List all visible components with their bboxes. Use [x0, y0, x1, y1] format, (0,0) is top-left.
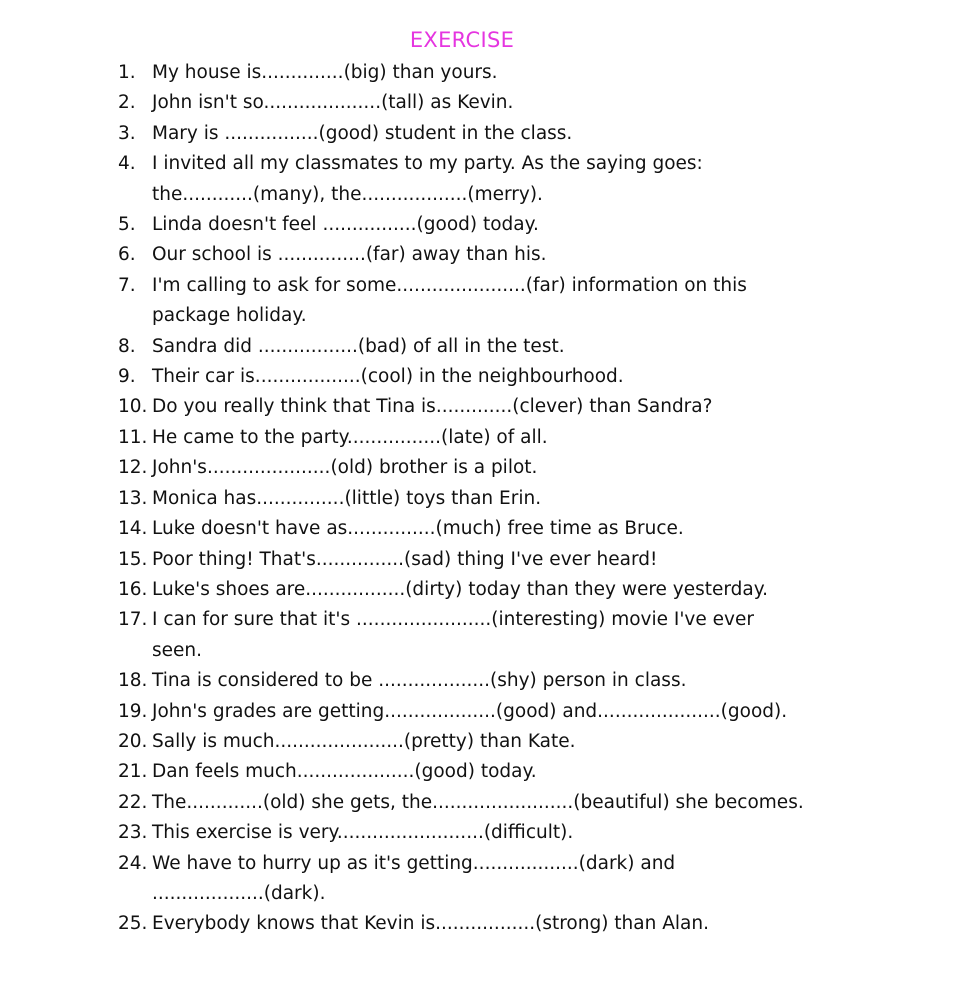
exercise-item	[118, 545, 878, 575]
item-text: Dan feels much....................(good) today.	[152, 761, 537, 783]
item-text: My house is..............(big) than yours.	[152, 62, 498, 83]
item-number: 8.	[118, 335, 136, 357]
exercise-item	[118, 210, 878, 240]
exercise-item	[118, 514, 878, 544]
item-number: 6.	[118, 244, 136, 266]
exercise-item	[118, 849, 878, 910]
item-number: 24.	[118, 852, 148, 874]
item-text: John's grades are getting...................(good) and.....................(good).	[152, 700, 788, 722]
exercise-item	[118, 818, 878, 848]
exercise-item	[118, 271, 878, 332]
item-number: 12.	[118, 457, 148, 479]
exercise-item	[118, 362, 878, 392]
exercise-item	[118, 453, 878, 483]
exercise-item	[118, 666, 878, 696]
item-text: Luke doesn't have as...............(much) free time as Bruce.	[152, 518, 684, 540]
item-number: 14.	[118, 518, 148, 540]
item-text: This exercise is very.........................(difficult).	[152, 822, 574, 844]
exercise-item	[118, 727, 878, 757]
item-text: Sandra did .................(bad) of all in the test.	[152, 335, 565, 357]
item-number: 13.	[118, 487, 148, 509]
item-text: Their car is..................(cool) in the neighbourhood.	[152, 366, 624, 388]
item-number: 23.	[118, 822, 148, 844]
exercise-item	[118, 909, 878, 939]
item-number: 9.	[118, 366, 136, 388]
item-text: Everybody knows that Kevin is.................(strong) than Alan.	[152, 913, 709, 935]
page-title: EXERCISE	[409, 28, 515, 52]
item-text: Monica has...............(little) toys than Erin.	[152, 487, 542, 509]
exercise-item	[118, 332, 878, 362]
item-text-continued: seen.	[152, 639, 203, 661]
exercise-item	[118, 240, 878, 270]
item-number: 17.	[118, 609, 148, 631]
item-text: Luke's shoes are.................(dirty) today than they were yesterday.	[152, 578, 768, 600]
item-number: 5.	[118, 214, 136, 236]
item-text: Mary is ................(good) student in the class.	[152, 122, 573, 144]
exercise-item	[118, 149, 878, 210]
exercise-item	[118, 423, 878, 453]
exercise-item	[118, 88, 878, 118]
item-number: 11.	[118, 426, 148, 448]
item-number: 10.	[118, 396, 148, 418]
item-number: 19.	[118, 700, 148, 722]
item-text: I can for sure that it's .......................(interesting) movie I've ever	[152, 609, 754, 631]
item-text: We have to hurry up as it's getting..................(dark) and	[152, 852, 676, 874]
item-text: Tina is considered to be ...................(shy) person in class.	[152, 670, 687, 692]
exercise-item	[118, 575, 878, 605]
item-text-continued: package holiday.	[152, 305, 307, 327]
item-text: John isn't so....................(tall) as Kevin.	[152, 92, 514, 114]
item-number: 1.	[118, 62, 136, 83]
exercise-list	[118, 58, 878, 940]
item-text: I'm calling to ask for some......................(far) information on this	[152, 274, 747, 296]
item-text: Poor thing! That's...............(sad) thing I've ever heard!	[152, 548, 658, 570]
item-number: 25.	[118, 913, 148, 935]
item-number: 20.	[118, 730, 148, 752]
item-number: 18.	[118, 670, 148, 692]
exercise-item	[118, 119, 878, 149]
exercise-item	[118, 757, 878, 787]
item-text-continued: ...................(dark).	[152, 882, 326, 904]
exercise-item	[118, 788, 878, 818]
item-text: Linda doesn't feel ................(good) today.	[152, 214, 539, 236]
exercise-item	[118, 58, 878, 88]
item-number: 3.	[118, 122, 136, 144]
item-number: 15.	[118, 548, 148, 570]
item-text: The.............(old) she gets, the........................(beautiful) she becomes.	[152, 791, 804, 813]
item-text: I invited all my classmates to my party. As the saying goes:	[152, 153, 703, 175]
item-text: John's.....................(old) brother is a pilot.	[152, 457, 538, 479]
item-text: He came to the party................(late) of all.	[152, 426, 548, 448]
item-number: 4.	[118, 153, 136, 175]
item-number: 22.	[118, 791, 148, 813]
item-text: Sally is much......................(pretty) than Kate.	[152, 730, 576, 752]
item-text: Do you really think that Tina is.............(clever) than Sandra?	[152, 396, 713, 418]
item-number: 7.	[118, 274, 136, 296]
item-text-continued: the............(many), the..................(merry).	[152, 183, 543, 205]
item-text: Our school is ...............(far) away than his.	[152, 244, 547, 266]
exercise-item	[118, 697, 878, 727]
item-number: 16.	[118, 578, 148, 600]
exercise-item	[118, 605, 878, 666]
exercise-item	[118, 484, 878, 514]
item-number: 2.	[118, 92, 136, 114]
exercise-item	[118, 392, 878, 422]
item-number: 21.	[118, 761, 148, 783]
